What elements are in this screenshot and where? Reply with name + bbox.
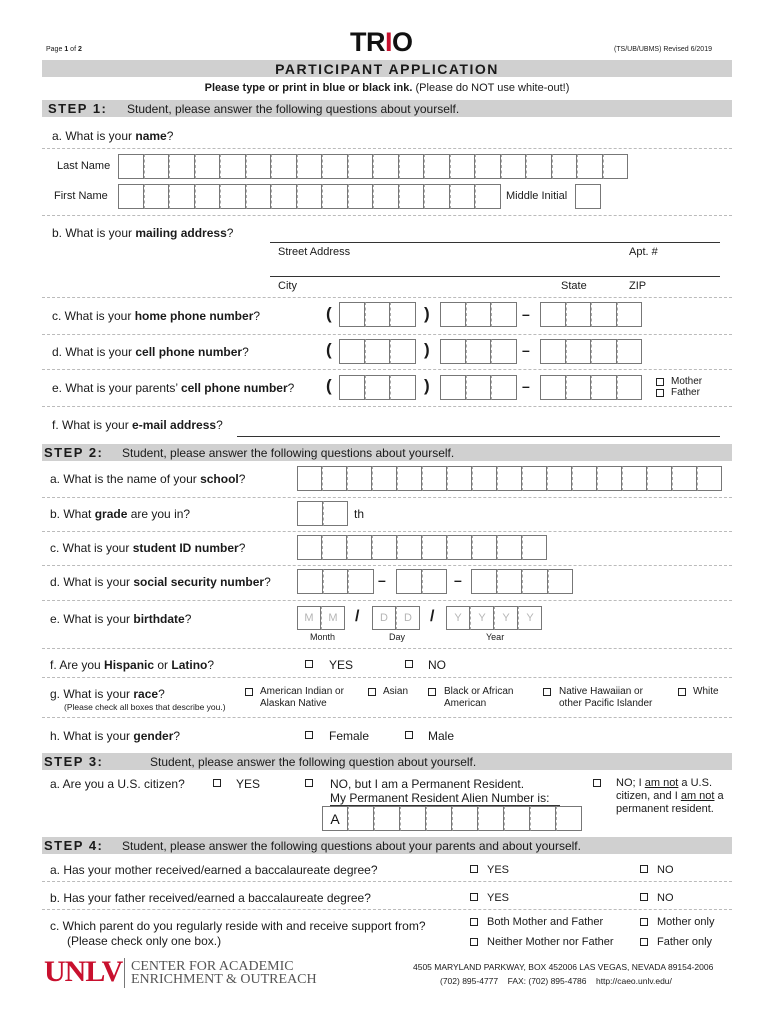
reside-both-label: Both Mother and Father xyxy=(487,916,604,928)
parent-line-number[interactable] xyxy=(540,375,642,400)
character-box[interactable] xyxy=(697,466,722,491)
character-box[interactable] xyxy=(390,375,416,400)
character-box[interactable] xyxy=(297,535,322,560)
character-box[interactable] xyxy=(522,466,547,491)
state-label: State xyxy=(561,280,587,292)
divider xyxy=(42,148,732,149)
character-box[interactable] xyxy=(566,375,592,400)
month-label: Month xyxy=(310,632,336,642)
paren-open: ( xyxy=(326,304,332,323)
character-box[interactable] xyxy=(118,184,144,209)
character-box[interactable] xyxy=(466,339,492,364)
character-box[interactable] xyxy=(339,375,365,400)
center-name: CENTER FOR ACADEMIC ENRICHMENT & OUTREACH xyxy=(131,959,317,987)
year-label: Year xyxy=(486,632,505,642)
character-box[interactable] xyxy=(491,375,517,400)
paren-open: ( xyxy=(326,340,332,359)
character-box[interactable] xyxy=(297,184,323,209)
character-box[interactable] xyxy=(169,154,195,179)
character-box[interactable] xyxy=(169,184,195,209)
day-label: Day xyxy=(389,632,406,642)
first-name-field[interactable] xyxy=(118,184,501,209)
race-white-label: White xyxy=(693,686,719,697)
hispanic-no-label: NO xyxy=(428,658,446,672)
race-black-label: Black or African American xyxy=(444,686,514,709)
divider xyxy=(42,677,732,678)
character-box[interactable] xyxy=(246,184,272,209)
cell-prefix[interactable] xyxy=(440,339,517,364)
divider xyxy=(42,648,732,649)
character-box[interactable] xyxy=(399,184,425,209)
question-race: g. What is your race? xyxy=(50,687,165,701)
hispanic-yes-checkbox[interactable] xyxy=(305,660,313,668)
character-box[interactable] xyxy=(572,466,597,491)
home-area-code[interactable] xyxy=(339,302,416,327)
grade-field[interactable] xyxy=(297,501,348,526)
divider xyxy=(42,406,732,407)
middle-initial-field[interactable] xyxy=(575,184,601,209)
character-box[interactable] xyxy=(271,154,297,179)
revision-note: (TS/UB/UBMS) Revised 6/2019 xyxy=(613,46,712,53)
character-box[interactable] xyxy=(552,154,578,179)
character-box[interactable] xyxy=(466,375,492,400)
ssn-part3[interactable] xyxy=(471,569,573,594)
street-address-label: Street Address xyxy=(278,246,351,258)
middle-initial-label: Middle Initial xyxy=(506,190,568,202)
character-box[interactable] xyxy=(603,154,629,179)
mother-degree-no-checkbox[interactable] xyxy=(640,865,648,873)
character-box[interactable] xyxy=(297,466,322,491)
question-student-id: c. What is your student ID number? xyxy=(50,541,246,555)
date-slash: / xyxy=(355,608,360,625)
date-slash: / xyxy=(430,608,435,625)
character-box[interactable] xyxy=(497,466,522,491)
footer-contact: (702) 895-4777 FAX: (702) 895-4786 http://caeo.unlv.edu/ xyxy=(440,976,672,986)
city-line[interactable] xyxy=(270,276,720,277)
reside-mother-only-label: Mother only xyxy=(657,916,715,928)
race-black-checkbox[interactable] xyxy=(428,688,436,696)
question-citizen: a. Are you a U.S. citizen? xyxy=(50,777,185,791)
character-box[interactable] xyxy=(450,154,476,179)
character-box[interactable] xyxy=(322,184,348,209)
character-box[interactable] xyxy=(246,154,272,179)
race-asian-checkbox[interactable] xyxy=(368,688,376,696)
question-parents-phone: e. What is your parents’ cell phone number? xyxy=(52,381,295,395)
character-box[interactable] xyxy=(144,184,170,209)
divider xyxy=(42,881,732,882)
father-checkbox[interactable] xyxy=(656,389,664,397)
race-american-indian-checkbox[interactable] xyxy=(245,688,253,696)
character-box[interactable] xyxy=(422,569,448,594)
character-box[interactable] xyxy=(591,339,617,364)
character-box[interactable] xyxy=(424,184,450,209)
page-title: PARTICIPANT APPLICATION xyxy=(275,61,499,77)
ink-instruction: Please type or print in blue or black ink. (Please do NOT use white-out!) xyxy=(204,82,570,94)
character-box[interactable] xyxy=(144,154,170,179)
character-box[interactable] xyxy=(591,302,617,327)
character-box[interactable] xyxy=(672,466,697,491)
character-box[interactable] xyxy=(297,501,323,526)
divider xyxy=(42,717,732,718)
paren-close: ) xyxy=(424,376,430,395)
character-box[interactable] xyxy=(566,339,592,364)
question-school: a. What is the name of your school? xyxy=(50,472,246,486)
character-box[interactable] xyxy=(347,466,372,491)
citizen-yes-checkbox[interactable] xyxy=(213,779,221,787)
character-box[interactable] xyxy=(372,535,397,560)
question-ssn: d. What is your social security number? xyxy=(50,575,271,589)
character-box[interactable] xyxy=(497,535,522,560)
dash: – xyxy=(454,572,462,588)
question-birthdate: e. What is your birthdate? xyxy=(50,612,192,626)
reside-father-only-label: Father only xyxy=(657,936,713,948)
mother-degree-yes-label: YES xyxy=(487,864,510,876)
apt-label: Apt. # xyxy=(629,246,658,258)
race-asian-label: Asian xyxy=(383,686,409,697)
alien-number-label: My Permanent Resident Alien Number is: xyxy=(330,791,550,805)
character-box[interactable] xyxy=(526,154,552,179)
character-box[interactable] xyxy=(577,154,603,179)
divider xyxy=(42,600,732,601)
question-name: a. What is your name? xyxy=(52,129,174,143)
footer-address: 4505 MARYLAND PARKWAY, BOX 452006 LAS VEGAS, NEVADA 89154-2006 xyxy=(413,962,714,972)
step1-label: STEP 1: xyxy=(48,101,108,116)
character-box[interactable] xyxy=(397,535,422,560)
last-name-field[interactable] xyxy=(118,154,628,179)
character-box[interactable] xyxy=(547,466,572,491)
character-box[interactable] xyxy=(424,154,450,179)
character-box[interactable] xyxy=(399,154,425,179)
hispanic-yes-label: YES xyxy=(329,658,354,672)
question-hispanic: f. Are you Hispanic or Latino? xyxy=(50,658,215,672)
reside-neither-checkbox[interactable] xyxy=(470,938,478,946)
first-name-label: First Name xyxy=(54,190,108,202)
unlv-logo: UNLV xyxy=(44,955,123,988)
page-indicator: Page 1 of 2 xyxy=(46,46,82,53)
parent-area-code[interactable] xyxy=(339,375,416,400)
father-label: Father xyxy=(671,387,700,398)
character-box[interactable] xyxy=(540,339,566,364)
birth-day-field[interactable]: D D xyxy=(372,606,420,630)
character-box[interactable] xyxy=(491,302,517,327)
character-box[interactable] xyxy=(522,569,548,594)
race-white-checkbox[interactable] xyxy=(678,688,686,696)
divider xyxy=(42,369,732,370)
mother-checkbox[interactable] xyxy=(656,378,664,386)
character-box[interactable] xyxy=(323,501,349,526)
character-box[interactable] xyxy=(422,466,447,491)
character-box[interactable] xyxy=(297,569,323,594)
character-box[interactable] xyxy=(617,339,643,364)
character-box[interactable] xyxy=(440,375,466,400)
parent-prefix[interactable] xyxy=(440,375,517,400)
character-box[interactable] xyxy=(472,535,497,560)
paren-close: ) xyxy=(424,304,430,323)
home-prefix[interactable] xyxy=(440,302,517,327)
character-box[interactable] xyxy=(347,535,372,560)
alien-number-field[interactable]: A xyxy=(322,806,582,831)
character-box[interactable] xyxy=(566,302,592,327)
character-box[interactable] xyxy=(575,184,601,209)
ssn-part1[interactable] xyxy=(297,569,374,594)
unlv-logo-divider xyxy=(124,958,125,988)
character-box[interactable] xyxy=(617,375,643,400)
character-box[interactable] xyxy=(647,466,672,491)
step3-label: STEP 3: xyxy=(44,754,104,769)
question-father-degree: b. Has your father received/earned a baccalaureate degree? xyxy=(50,891,371,905)
character-box[interactable] xyxy=(591,375,617,400)
gender-male-checkbox[interactable] xyxy=(405,731,413,739)
character-box[interactable] xyxy=(522,535,547,560)
step2-label: STEP 2: xyxy=(44,445,104,460)
character-box[interactable] xyxy=(540,375,566,400)
last-name-label: Last Name xyxy=(57,160,111,172)
question-mailing-address: b. What is your mailing address? xyxy=(52,226,234,240)
question-grade: b. What grade are you in? xyxy=(50,507,191,521)
step4-label: STEP 4: xyxy=(44,838,104,853)
father-degree-yes-label: YES xyxy=(487,892,510,904)
character-box[interactable] xyxy=(348,154,374,179)
father-degree-no-checkbox[interactable] xyxy=(640,893,648,901)
divider xyxy=(42,531,732,532)
character-box[interactable] xyxy=(390,302,416,327)
character-box[interactable] xyxy=(466,302,492,327)
reside-neither-label: Neither Mother nor Father xyxy=(487,936,614,948)
divider xyxy=(42,334,732,335)
character-box[interactable] xyxy=(471,569,497,594)
trio-logo: TRIO xyxy=(350,27,413,57)
character-box[interactable] xyxy=(472,466,497,491)
character-box[interactable] xyxy=(447,466,472,491)
character-box[interactable] xyxy=(497,569,523,594)
reside-mother-only-checkbox[interactable] xyxy=(640,918,648,926)
character-box[interactable] xyxy=(365,375,391,400)
birth-year-field[interactable]: Y Y Y Y xyxy=(446,606,542,630)
city-label: City xyxy=(278,280,297,292)
character-box[interactable] xyxy=(323,569,349,594)
character-box[interactable] xyxy=(475,184,501,209)
character-box[interactable] xyxy=(397,466,422,491)
hispanic-no-checkbox[interactable] xyxy=(405,660,413,668)
home-line-number[interactable] xyxy=(540,302,642,327)
character-box[interactable] xyxy=(396,569,422,594)
question-reside-with: c. Which parent do you regularly reside with and receive support from? (Please check only one box.) xyxy=(50,919,426,948)
character-box[interactable] xyxy=(220,154,246,179)
mother-degree-yes-checkbox[interactable] xyxy=(470,865,478,873)
character-box[interactable] xyxy=(491,339,517,364)
character-box[interactable] xyxy=(339,339,365,364)
reside-both-checkbox[interactable] xyxy=(470,918,478,926)
divider xyxy=(42,909,732,910)
character-box[interactable] xyxy=(220,184,246,209)
gender-female-label: Female xyxy=(329,729,370,743)
divider xyxy=(42,215,732,216)
zip-label: ZIP xyxy=(629,280,647,292)
character-box[interactable] xyxy=(450,184,476,209)
dash: – xyxy=(522,378,530,394)
character-box[interactable] xyxy=(390,339,416,364)
character-box[interactable] xyxy=(597,466,622,491)
character-box[interactable] xyxy=(373,154,399,179)
character-box[interactable] xyxy=(348,569,374,594)
dash: – xyxy=(522,306,530,322)
paren-close: ) xyxy=(424,340,430,359)
character-box[interactable] xyxy=(422,535,447,560)
divider xyxy=(42,497,732,498)
character-box[interactable] xyxy=(195,184,221,209)
mother-label: Mother xyxy=(671,376,703,387)
character-box[interactable] xyxy=(475,154,501,179)
address-line[interactable] xyxy=(270,242,720,243)
gender-male-label: Male xyxy=(428,729,455,743)
character-box[interactable] xyxy=(440,302,466,327)
question-email: f. What is your e-mail address? xyxy=(52,418,223,432)
character-box[interactable] xyxy=(617,302,643,327)
step2-instruction: Student, please answer the following questions about yourself. xyxy=(122,446,455,460)
dash: – xyxy=(522,342,530,358)
birth-month-field[interactable]: M M xyxy=(297,606,345,630)
paren-open: ( xyxy=(326,376,332,395)
permanent-resident-label: NO, but I am a Permanent Resident. xyxy=(330,777,525,791)
step4-instruction: Student, please answer the following questions about your parents and about yourself. xyxy=(122,839,581,853)
dash: – xyxy=(378,572,386,588)
race-native-hawaiian-checkbox[interactable] xyxy=(543,688,551,696)
citizen-yes-label: YES xyxy=(236,777,261,791)
character-box[interactable] xyxy=(322,154,348,179)
character-box[interactable] xyxy=(622,466,647,491)
character-box[interactable] xyxy=(195,154,221,179)
divider xyxy=(42,297,732,298)
step1-instruction: Student, please answer the following questions about yourself. xyxy=(127,102,460,116)
character-box[interactable] xyxy=(348,184,374,209)
school-field[interactable] xyxy=(297,466,722,491)
character-box[interactable] xyxy=(501,154,527,179)
gender-female-checkbox[interactable] xyxy=(305,731,313,739)
question-home-phone: c. What is your home phone number? xyxy=(52,309,261,323)
character-box[interactable] xyxy=(322,535,347,560)
not-citizen-label: NO; I am not a U.S. citizen, and I am not a permanent resident. xyxy=(616,777,724,815)
character-box[interactable] xyxy=(365,302,391,327)
student-id-field[interactable] xyxy=(297,535,547,560)
question-mother-degree: a. Has your mother received/earned a baccalaureate degree? xyxy=(50,863,378,877)
race-native-hawaiian-label: Native Hawaiian or other Pacific Islander xyxy=(559,686,653,709)
father-degree-yes-checkbox[interactable] xyxy=(470,893,478,901)
cell-area-code[interactable] xyxy=(339,339,416,364)
character-box[interactable] xyxy=(339,302,365,327)
email-line[interactable] xyxy=(237,436,720,437)
character-box[interactable] xyxy=(297,154,323,179)
permanent-resident-checkbox[interactable] xyxy=(305,779,313,787)
race-note: (Please check all boxes that describe you.) xyxy=(64,702,226,712)
character-box[interactable] xyxy=(365,339,391,364)
character-box[interactable] xyxy=(447,535,472,560)
reside-father-only-checkbox[interactable] xyxy=(640,938,648,946)
character-box[interactable] xyxy=(118,154,144,179)
question-gender: h. What is your gender? xyxy=(50,729,181,743)
race-american-indian-label: American Indian or Alaskan Native xyxy=(260,686,344,709)
ssn-part2[interactable] xyxy=(396,569,447,594)
character-box[interactable] xyxy=(373,184,399,209)
divider xyxy=(42,565,732,566)
father-degree-no-label: NO xyxy=(657,892,674,904)
mother-degree-no-label: NO xyxy=(657,864,674,876)
grade-suffix: th xyxy=(354,507,365,521)
character-box[interactable] xyxy=(322,466,347,491)
question-cell-phone: d. What is your cell phone number? xyxy=(52,345,249,359)
character-box[interactable] xyxy=(372,466,397,491)
cell-line-number[interactable] xyxy=(540,339,642,364)
step3-instruction: Student, please answer the following question about yourself. xyxy=(150,755,477,769)
character-box[interactable] xyxy=(540,302,566,327)
character-box[interactable] xyxy=(271,184,297,209)
character-box[interactable] xyxy=(548,569,574,594)
character-box[interactable] xyxy=(440,339,466,364)
not-citizen-checkbox[interactable] xyxy=(593,779,601,787)
